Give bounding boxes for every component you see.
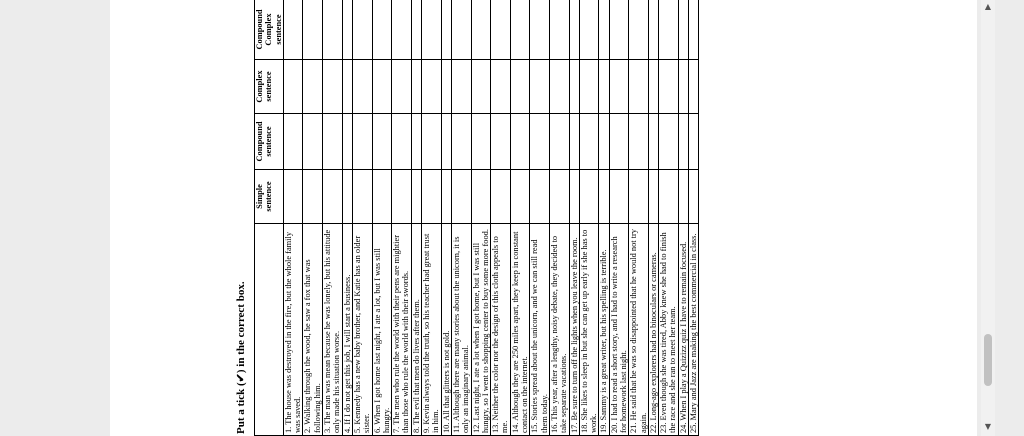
tick-box-compound[interactable] xyxy=(629,114,649,170)
worksheet-instruction: Put a tick (✔) in the correct box. xyxy=(235,281,247,434)
table-row xyxy=(471,0,491,436)
sentence-cell: 20. I had to read a short story, and I had to write a research for homework last night. xyxy=(609,224,629,436)
tick-box-compound[interactable] xyxy=(510,114,530,170)
table-row xyxy=(372,0,392,436)
tick-box-simple[interactable] xyxy=(342,170,352,224)
tick-box-simple[interactable] xyxy=(579,170,599,224)
sentence-cell: 2. Walking through the wood, he saw a fox that was following him. xyxy=(303,224,323,436)
sentence-cell: 6. When I got home last night, I ate a lot, but I was still hungry. xyxy=(372,224,392,436)
sentence-cell: 4. If I do not get this job, I will start a business. xyxy=(342,224,352,436)
tick-box-complex[interactable] xyxy=(678,60,688,114)
table-row xyxy=(283,0,303,436)
tick-box-compound-complex[interactable] xyxy=(392,0,412,60)
tick-box-compound[interactable] xyxy=(372,114,392,170)
tick-box-compound-complex[interactable] xyxy=(441,0,451,60)
tick-box-compound-complex[interactable] xyxy=(549,0,569,60)
tick-box-compound-complex[interactable] xyxy=(471,0,491,60)
tick-box-complex[interactable] xyxy=(422,60,442,114)
tick-box-compound[interactable] xyxy=(352,114,372,170)
tick-box-complex[interactable] xyxy=(471,60,491,114)
table-row xyxy=(303,0,323,436)
table-row xyxy=(411,0,421,436)
tick-box-compound-complex[interactable] xyxy=(629,0,649,60)
tick-box-compound[interactable] xyxy=(392,114,412,170)
tick-box-compound[interactable] xyxy=(609,114,629,170)
sentence-cell: 8. The evil that men do lives after them. xyxy=(411,224,421,436)
tick-box-simple[interactable] xyxy=(323,170,343,224)
tick-box-simple[interactable] xyxy=(599,170,609,224)
tick-box-compound[interactable] xyxy=(689,114,699,170)
tick-box-complex[interactable] xyxy=(599,60,609,114)
tick-box-complex[interactable] xyxy=(411,60,421,114)
tick-box-complex[interactable] xyxy=(629,60,649,114)
tick-box-simple[interactable] xyxy=(303,170,323,224)
rotated-worksheet xyxy=(230,0,930,436)
tick-box-complex[interactable] xyxy=(372,60,392,114)
tick-box-simple[interactable] xyxy=(659,170,679,224)
tick-box-compound[interactable] xyxy=(491,114,511,170)
tick-box-compound[interactable] xyxy=(441,114,451,170)
sentence-classification-table xyxy=(254,0,699,436)
table-row xyxy=(422,0,442,436)
sentence-cell: 13. Neither the color nor the design of this cloth appeals to me. xyxy=(491,224,511,436)
sentence-cell: 5. Kennedy has a new baby brother, and Katie has an older sister. xyxy=(352,224,372,436)
sentence-cell: 17. Be sure to turn off the lights when you leave the room. xyxy=(569,224,579,436)
tick-box-complex[interactable] xyxy=(451,60,471,114)
header-compound-complex: Compound Complex sentence xyxy=(255,0,284,60)
tick-box-compound-complex[interactable] xyxy=(510,0,530,60)
tick-box-compound[interactable] xyxy=(579,114,599,170)
table-row xyxy=(352,0,372,436)
header-sentence xyxy=(255,224,284,436)
tick-box-complex[interactable] xyxy=(510,60,530,114)
tick-box-complex[interactable] xyxy=(283,60,303,114)
table-header-row xyxy=(255,0,284,436)
tick-box-compound-complex[interactable] xyxy=(323,0,343,60)
tick-box-simple[interactable] xyxy=(510,170,530,224)
table-row xyxy=(510,0,530,436)
table-row xyxy=(569,0,579,436)
tick-box-simple[interactable] xyxy=(411,170,421,224)
tick-box-compound-complex[interactable] xyxy=(422,0,442,60)
tick-box-compound[interactable] xyxy=(303,114,323,170)
tick-box-compound[interactable] xyxy=(659,114,679,170)
tick-box-compound-complex[interactable] xyxy=(352,0,372,60)
tick-box-complex[interactable] xyxy=(579,60,599,114)
tick-box-simple[interactable] xyxy=(530,170,550,224)
table-row xyxy=(451,0,471,436)
tick-box-compound-complex[interactable] xyxy=(372,0,392,60)
table-row xyxy=(579,0,599,436)
tick-box-simple[interactable] xyxy=(441,170,451,224)
tick-box-simple[interactable] xyxy=(678,170,688,224)
tick-box-simple[interactable] xyxy=(609,170,629,224)
sentence-cell: 1. The house was destroyed in the fire, but the whole family was saved. xyxy=(283,224,303,436)
tick-box-compound-complex[interactable] xyxy=(678,0,688,60)
tick-box-compound-complex[interactable] xyxy=(599,0,609,60)
tick-box-simple[interactable] xyxy=(372,170,392,224)
table-row xyxy=(629,0,649,436)
tick-box-complex[interactable] xyxy=(609,60,629,114)
tick-box-simple[interactable] xyxy=(471,170,491,224)
tick-box-compound-complex[interactable] xyxy=(491,0,511,60)
tick-box-complex[interactable] xyxy=(323,60,343,114)
table-row xyxy=(648,0,658,436)
tick-box-simple[interactable] xyxy=(283,170,303,224)
table-row xyxy=(678,0,688,436)
tick-box-complex[interactable] xyxy=(303,60,323,114)
scroll-thumb[interactable] xyxy=(984,334,992,386)
tick-box-compound[interactable] xyxy=(323,114,343,170)
table-row xyxy=(609,0,629,436)
tick-box-complex[interactable] xyxy=(659,60,679,114)
sentence-cell: 19. Sammy is a great writer, but his spelling is terrible. xyxy=(599,224,609,436)
tick-box-simple[interactable] xyxy=(689,170,699,224)
tick-box-compound-complex[interactable] xyxy=(648,0,658,60)
tick-box-complex[interactable] xyxy=(689,60,699,114)
tick-box-compound-complex[interactable] xyxy=(283,0,303,60)
tick-box-simple[interactable] xyxy=(648,170,658,224)
tick-box-simple[interactable] xyxy=(451,170,471,224)
sentence-cell: 15. Stories spread about the unicorn, and we can still read them today. xyxy=(530,224,550,436)
tick-box-simple[interactable] xyxy=(491,170,511,224)
tick-box-compound-complex[interactable] xyxy=(689,0,699,60)
tick-box-compound-complex[interactable] xyxy=(659,0,679,60)
tick-box-compound-complex[interactable] xyxy=(451,0,471,60)
sentence-cell: 18. She likes to sleep in but she can get up early if she has to work. xyxy=(579,224,599,436)
tick-box-simple[interactable] xyxy=(629,170,649,224)
tick-box-complex[interactable] xyxy=(342,60,352,114)
tick-box-compound-complex[interactable] xyxy=(303,0,323,60)
scroll-down-arrow-icon[interactable]: ▼ xyxy=(984,422,992,431)
table-row xyxy=(530,0,550,436)
table-row xyxy=(491,0,511,436)
tick-box-complex[interactable] xyxy=(441,60,451,114)
tick-box-compound-complex[interactable] xyxy=(609,0,629,60)
tick-box-complex[interactable] xyxy=(530,60,550,114)
tick-box-compound-complex[interactable] xyxy=(579,0,599,60)
table-row xyxy=(323,0,343,436)
tick-box-simple[interactable] xyxy=(422,170,442,224)
sentence-cell: 21. He said that he was so disappointed that he would not try again. xyxy=(629,224,649,436)
tick-box-compound[interactable] xyxy=(530,114,550,170)
header-complex: Complex sentence xyxy=(255,60,284,114)
sentence-cell: 12. Last night, I ate a lot when I got home, but I was still hungry, so I went to shopping center to buy some more food. xyxy=(471,224,491,436)
table-row xyxy=(599,0,609,436)
tick-box-complex[interactable] xyxy=(392,60,412,114)
tick-box-simple[interactable] xyxy=(549,170,569,224)
tick-box-compound[interactable] xyxy=(648,114,658,170)
vertical-scrollbar[interactable] xyxy=(981,0,995,436)
tick-box-compound[interactable] xyxy=(411,114,421,170)
table-row xyxy=(549,0,569,436)
tick-box-complex[interactable] xyxy=(648,60,658,114)
table-row xyxy=(392,0,412,436)
header-compound: Compound sentence xyxy=(255,114,284,170)
sentence-cell: 14. Although they are 250 miles apart, they keep in constant contact on the internet. xyxy=(510,224,530,436)
tick-box-complex[interactable] xyxy=(491,60,511,114)
tick-box-simple[interactable] xyxy=(569,170,579,224)
sentence-cell: 3. The man was mean because he was lonely, but his attitude only made his situation worse. xyxy=(323,224,343,436)
tick-box-compound[interactable] xyxy=(569,114,579,170)
tick-box-compound[interactable] xyxy=(283,114,303,170)
table-row xyxy=(441,0,451,436)
tick-box-compound[interactable] xyxy=(549,114,569,170)
tick-box-compound-complex[interactable] xyxy=(342,0,352,60)
sentence-cell: 22. Long-ago explorers had no binoculars or cameras. xyxy=(648,224,658,436)
table-row xyxy=(689,0,699,436)
tick-box-compound[interactable] xyxy=(678,114,688,170)
sentence-cell: 23. Even though she was tired, Abby knew she had to finish the race and she ran to meet her team. xyxy=(659,224,679,436)
sentence-cell: 24. When I play a Quizizz quiz I have to remain focused. xyxy=(678,224,688,436)
tick-box-compound[interactable] xyxy=(451,114,471,170)
table-row xyxy=(659,0,679,436)
tick-box-simple[interactable] xyxy=(352,170,372,224)
tick-box-compound-complex[interactable] xyxy=(530,0,550,60)
tick-box-compound[interactable] xyxy=(342,114,352,170)
tick-box-compound[interactable] xyxy=(422,114,442,170)
document-page xyxy=(110,0,977,436)
tick-box-complex[interactable] xyxy=(549,60,569,114)
sentence-cell: 16. This year, after a lengthy, noisy debate, they decided to take separate vacations. xyxy=(549,224,569,436)
header-simple: Simple sentence xyxy=(255,170,284,224)
sentence-cell: 10. All that glitters is not gold. xyxy=(441,224,451,436)
tick-box-compound[interactable] xyxy=(599,114,609,170)
table-row xyxy=(342,0,352,436)
tick-box-complex[interactable] xyxy=(569,60,579,114)
tick-box-compound-complex[interactable] xyxy=(569,0,579,60)
sentence-cell: 25. Mary and Jazz are making the best commercial in class. xyxy=(689,224,699,436)
sentence-cell: 9. Kevin always told the truth, so his teacher had great trust in him. xyxy=(422,224,442,436)
tick-box-simple[interactable] xyxy=(392,170,412,224)
tick-box-complex[interactable] xyxy=(352,60,372,114)
sentence-cell: 7. The men who rule the world with their pens are mightier than those who rule the world with their swords. xyxy=(392,224,412,436)
scroll-up-arrow-icon[interactable]: ▲ xyxy=(984,2,992,11)
tick-box-compound[interactable] xyxy=(471,114,491,170)
sentence-cell: 11. Although there are many stories about the unicorn, it is only an imaginary animal. xyxy=(451,224,471,436)
tick-box-compound-complex[interactable] xyxy=(411,0,421,60)
